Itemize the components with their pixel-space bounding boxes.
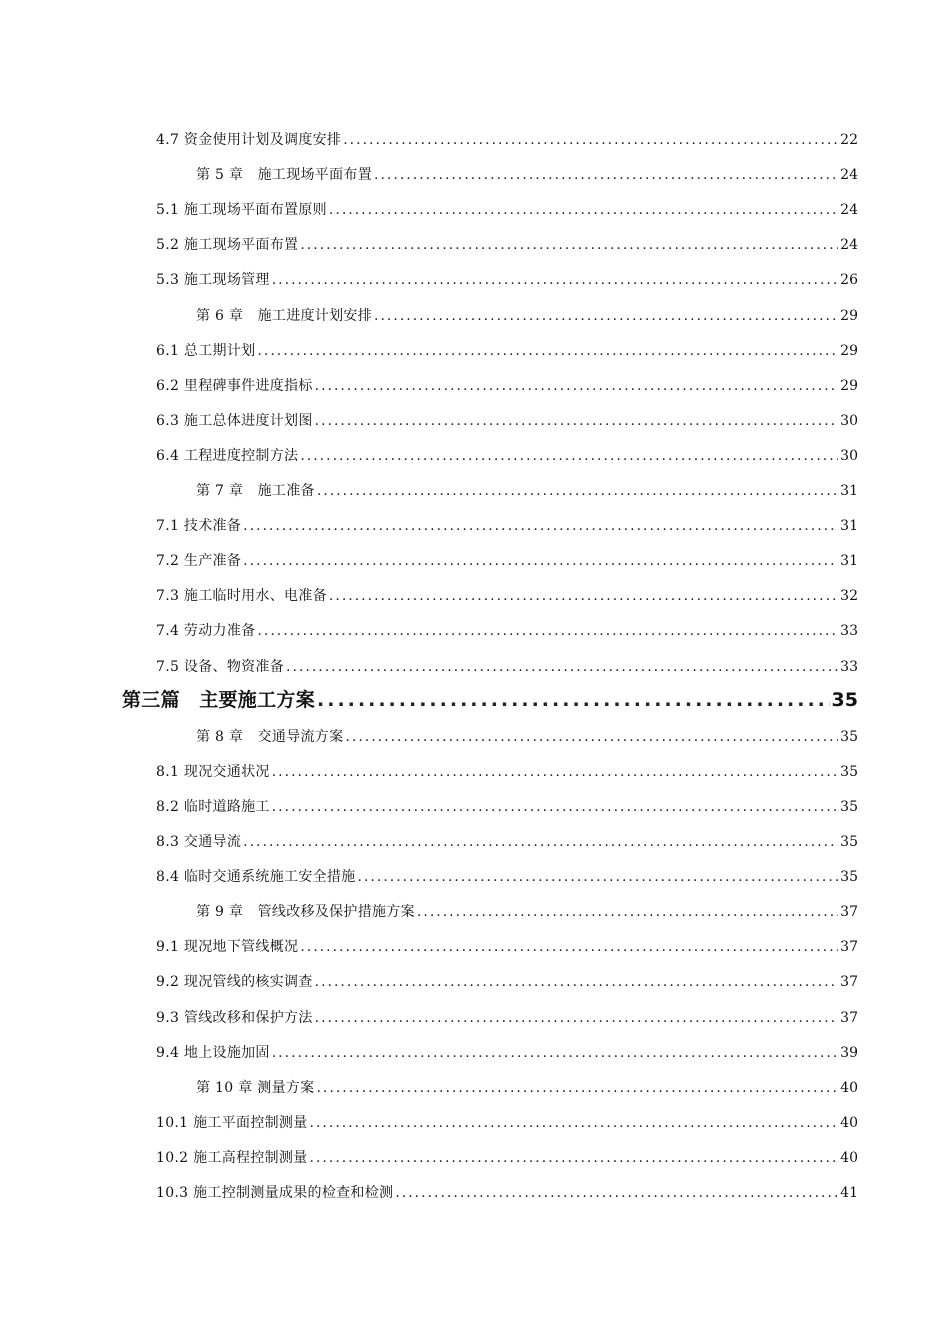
toc-entry-title: 10.1 施工平面控制测量 <box>156 1114 308 1131</box>
toc-entry-title: 第 8 章 交通导流方案 <box>196 728 344 745</box>
toc-page-number: 26 <box>840 272 858 289</box>
toc-entry-chapter[interactable] <box>196 481 858 501</box>
toc-page-number: 29 <box>840 342 858 359</box>
toc-entry-chapter[interactable] <box>196 727 858 747</box>
dot-leader <box>358 867 839 887</box>
toc-page-number: 24 <box>840 202 858 219</box>
dot-leader <box>315 1008 839 1028</box>
toc-entry-title: 8.3 交通导流 <box>156 834 242 850</box>
toc-entry-section[interactable] <box>156 130 858 150</box>
dot-leader <box>317 687 830 713</box>
dot-leader <box>417 902 838 922</box>
dot-leader <box>315 411 839 431</box>
dot-leader <box>300 937 838 957</box>
toc-page-number: 32 <box>840 588 858 605</box>
toc-entry-section[interactable] <box>156 1148 858 1168</box>
toc-entry-title: 第 6 章 施工进度计划安排 <box>196 307 373 324</box>
dot-leader <box>243 832 838 852</box>
toc-page-number: 33 <box>840 658 858 675</box>
toc-entry-chapter[interactable] <box>196 165 858 185</box>
toc-entry-section[interactable] <box>156 200 858 220</box>
toc-page-number: 30 <box>840 412 858 429</box>
toc-entry-section[interactable] <box>156 516 858 536</box>
toc-entry-title: 5.3 施工现场管理 <box>156 272 270 289</box>
toc-entry-title: 7.1 技术准备 <box>156 518 242 535</box>
dot-leader <box>374 306 838 326</box>
toc-entry-section[interactable] <box>156 235 858 255</box>
toc-entry-section[interactable] <box>156 1183 858 1203</box>
toc-page-number: 40 <box>840 1079 858 1096</box>
toc-entry-section[interactable] <box>156 832 858 852</box>
toc-entry-title: 7.2 生产准备 <box>156 553 242 570</box>
toc-entry-title: 第 5 章 施工现场平面布置 <box>196 167 373 184</box>
toc-entry-chapter[interactable] <box>196 902 858 922</box>
dot-leader <box>243 551 838 571</box>
toc-entry-section[interactable] <box>156 551 858 571</box>
toc-entry-title: 第 7 章 施工准备 <box>196 483 315 499</box>
dot-leader <box>316 1078 838 1098</box>
toc-page-number: 40 <box>840 1114 858 1131</box>
dot-leader <box>315 972 839 992</box>
toc-page-number: 35 <box>831 688 858 711</box>
toc-page-number: 35 <box>840 798 858 815</box>
toc-entry-section[interactable] <box>156 411 858 431</box>
dot-leader <box>300 235 838 255</box>
toc-entry-title: 7.4 劳动力准备 <box>156 623 256 640</box>
dot-leader <box>345 727 838 747</box>
dot-leader <box>257 621 838 641</box>
toc-entry-section[interactable] <box>156 797 858 817</box>
toc-entry-title: 第 9 章 管线改移及保护措施方案 <box>196 904 415 921</box>
toc-entry-title: 9.4 地上设施加固 <box>156 1044 270 1061</box>
dot-leader <box>395 1183 838 1203</box>
dot-leader <box>310 1113 839 1133</box>
toc-page-number: 24 <box>840 167 858 184</box>
toc-page-number: 37 <box>840 939 858 956</box>
toc-page-number: 39 <box>840 1044 858 1061</box>
dot-leader <box>329 586 838 606</box>
toc-page-number: 35 <box>840 834 858 850</box>
toc-entry-section[interactable] <box>156 1113 858 1133</box>
toc-entry-section[interactable] <box>156 937 858 957</box>
toc-entry-title: 6.4 工程进度控制方法 <box>156 447 299 464</box>
toc-page-number: 31 <box>840 518 858 535</box>
toc-entry-title: 6.3 施工总体进度计划图 <box>156 412 313 429</box>
toc-entry-title: 8.2 临时道路施工 <box>156 798 270 815</box>
dot-leader <box>374 165 838 185</box>
toc-page-number: 37 <box>840 1009 858 1026</box>
toc-page-number: 29 <box>840 307 858 324</box>
toc-page-number: 35 <box>840 763 858 780</box>
toc-entry-title: 9.3 管线改移和保护方法 <box>156 1009 313 1026</box>
dot-leader <box>315 376 839 396</box>
dot-leader <box>243 516 838 536</box>
toc-entry-title: 8.1 现况交通状况 <box>156 763 270 780</box>
toc-entry-section[interactable] <box>156 657 858 677</box>
dot-leader <box>286 657 838 677</box>
toc-page-number: 37 <box>840 974 858 991</box>
toc-entry-title: 5.1 施工现场平面布置原则 <box>156 202 327 219</box>
toc-entry-section[interactable] <box>156 1043 858 1063</box>
toc-page-number: 29 <box>840 377 858 394</box>
toc-page-number: 33 <box>840 623 858 640</box>
toc-entry-title: 9.1 现况地下管线概况 <box>156 939 299 956</box>
dot-leader <box>257 341 838 361</box>
dot-leader <box>272 1043 838 1063</box>
toc-entry-section[interactable] <box>156 762 858 782</box>
toc-page-number: 40 <box>840 1149 858 1166</box>
toc-entry-section[interactable] <box>156 867 858 887</box>
dot-leader <box>329 200 838 220</box>
toc-page-number: 22 <box>840 132 858 148</box>
dot-leader <box>272 762 838 782</box>
toc-entry-section[interactable] <box>156 341 858 361</box>
toc-entry-title: 7.3 施工临时用水、电准备 <box>156 588 327 605</box>
toc-entry-title: 10.2 施工高程控制测量 <box>156 1149 308 1166</box>
toc-entry-section[interactable] <box>156 1008 858 1028</box>
toc-entry-section[interactable] <box>156 586 858 606</box>
toc-entry-section[interactable] <box>156 972 858 992</box>
toc-entry-section[interactable] <box>156 270 858 290</box>
toc-page-number: 35 <box>840 869 858 886</box>
dot-leader <box>317 481 838 501</box>
toc-entry-title: 8.4 临时交通系统施工安全措施 <box>156 869 356 886</box>
toc-page-number: 31 <box>840 553 858 570</box>
toc-entry-chapter[interactable] <box>196 306 858 326</box>
toc-page-number: 24 <box>840 237 858 254</box>
toc-entry-title: 第三篇 主要施工方案 <box>122 688 316 711</box>
toc-entry-chapter[interactable] <box>196 1078 858 1098</box>
toc-entry-title: 第 10 章 测量方案 <box>196 1079 315 1096</box>
dot-leader <box>343 130 838 150</box>
toc-entry-title: 5.2 施工现场平面布置 <box>156 237 299 254</box>
toc-entry-title: 4.7 资金使用计划及调度安排 <box>156 132 342 148</box>
toc-page-number: 30 <box>840 447 858 464</box>
dot-leader <box>300 446 838 466</box>
toc-entry-section[interactable] <box>156 376 858 396</box>
dot-leader <box>310 1148 839 1168</box>
dot-leader <box>272 797 838 817</box>
toc-entry-part[interactable] <box>122 687 858 713</box>
toc-entry-title: 6.1 总工期计划 <box>156 342 256 359</box>
toc-entry-title: 6.2 里程碑事件进度指标 <box>156 377 313 394</box>
toc-entry-section[interactable] <box>156 621 858 641</box>
toc-entry-title: 7.5 设备、物资准备 <box>156 658 285 675</box>
toc-entry-title: 9.2 现况管线的核实调查 <box>156 974 313 991</box>
toc-page-number: 35 <box>840 728 858 745</box>
toc-page-number: 31 <box>840 483 858 499</box>
toc-page-number: 41 <box>840 1185 858 1201</box>
dot-leader <box>272 270 838 290</box>
toc-entry-section[interactable] <box>156 446 858 466</box>
toc-page-number: 37 <box>840 904 858 921</box>
toc-entry-title: 10.3 施工控制测量成果的检查和检测 <box>156 1185 394 1201</box>
